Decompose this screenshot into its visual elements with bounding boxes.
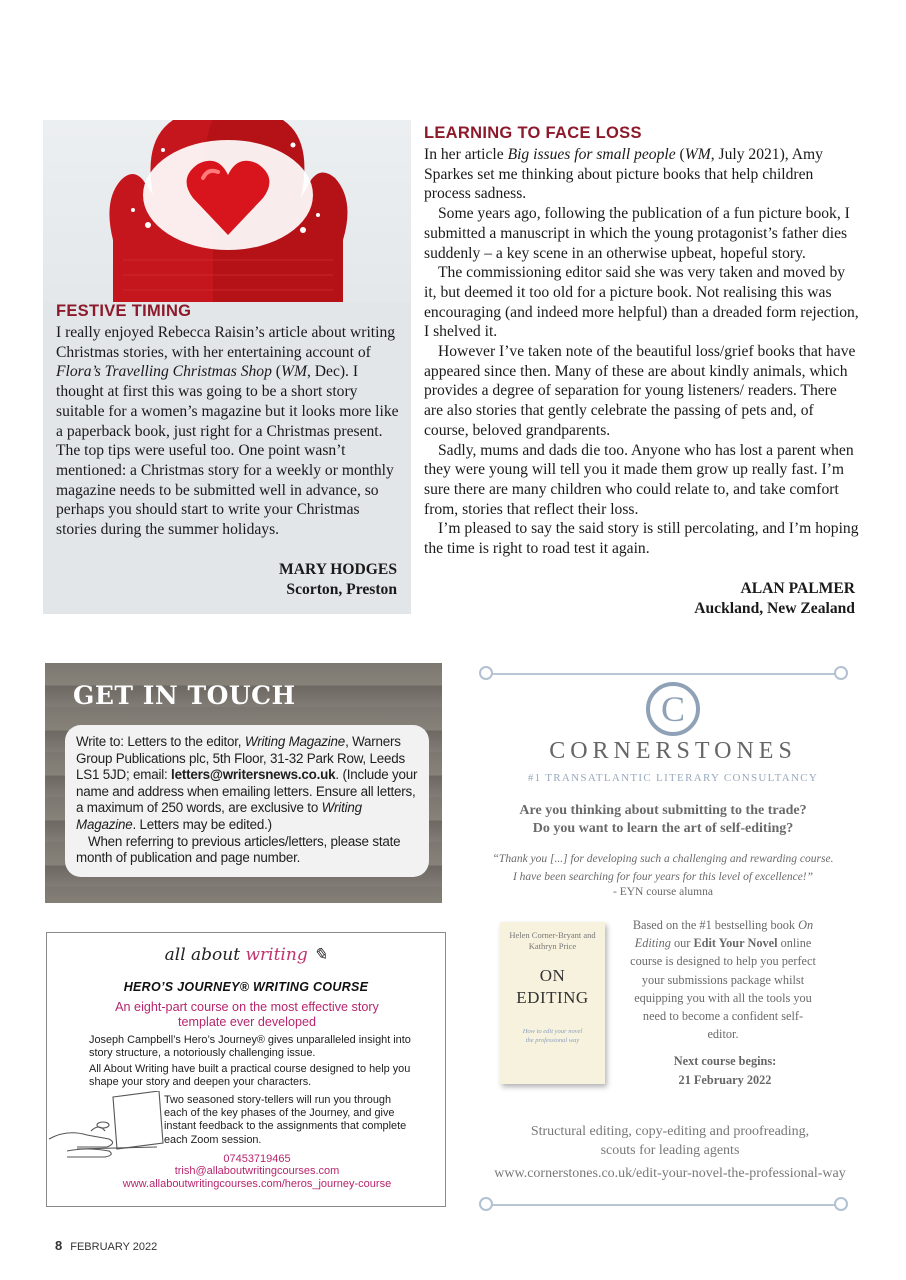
- loss-paragraph: Some years ago, following the publication of a fun picture book, I submitted a manuscript in which the young protagonist’s father dies suddenly – a key scene in an otherwise upbeat, hopeful story.: [424, 205, 850, 262]
- aaw-logo: all about writing ✎: [164, 945, 328, 965]
- touch-paragraph: Write to: Letters to the editor, Writing Magazine, Warners Group Publications plc, 5th Floor, 31-32 Park Row, Leeds LS1 5JD; email: letters@writersnews.co.uk. (Include your name and address when emailing letters. Ensure all letters, a maximum of 250 words, are exclusive to Writing Magazine. Letters may be edited.): [76, 734, 418, 832]
- divider: [486, 1204, 842, 1206]
- aaw-paragraph: All About Writing have built a practical course designed to help you shape your story and deepen your characters.: [89, 1063, 411, 1089]
- cornerstones-url[interactable]: www.cornerstones.co.uk/edit-your-novel-the-professional-way: [494, 1166, 846, 1181]
- page-folio: [55, 1238, 157, 1253]
- festive-signature: [56, 560, 397, 599]
- laptop-typing-icon: [47, 1091, 167, 1161]
- aaw-phone[interactable]: 07453719465: [223, 1153, 291, 1165]
- course-description: Based on the #1 bestselling book On Editing our Edit Your Novel online course is designed to help you perfect your submissions package whilst equipping you with all the tools you need to become a confident self-editor.: [630, 918, 816, 1042]
- aaw-subtitle: An eight-part course on the most effective story template ever developed: [115, 1000, 379, 1029]
- mittens-illustration: [43, 120, 411, 302]
- loss-letter-body: [424, 145, 859, 559]
- page-number: 8: [55, 1238, 63, 1253]
- loss-signature: [424, 579, 855, 618]
- cornerstones-logo: C: [646, 682, 700, 736]
- aaw-url[interactable]: www.allaboutwritingcourses.com/heros_journey-course: [122, 1177, 392, 1190]
- cornerstones-name: CORNERSTONES: [549, 738, 797, 764]
- next-course-date: Next course begins: 21 February 2022: [673, 1054, 777, 1087]
- loss-paragraph: In her article Big issues for small people (WM, July 2021), Amy Sparkes set me thinking about picture books that help children process sadness.: [424, 146, 823, 203]
- aaw-email[interactable]: trish@allaboutwritingcourses.com: [174, 1165, 340, 1178]
- ring-ornament: [834, 666, 848, 680]
- hero-journey-ad: [46, 932, 446, 1207]
- ring-ornament: [479, 1197, 493, 1211]
- get-in-touch-card: [65, 725, 429, 877]
- issue-date: FEBRUARY 2022: [70, 1241, 158, 1253]
- on-editing-book-cover: [500, 922, 605, 1084]
- aaw-course-title: HERO’S JOURNEY® WRITING COURSE: [123, 980, 369, 994]
- loss-location: Auckland, New Zealand: [694, 599, 855, 617]
- loss-heading: LEARNING TO FACE LOSS: [424, 124, 642, 142]
- letters-email-link[interactable]: letters@writersnews.co.uk: [171, 767, 336, 783]
- pencil-icon: ✎: [313, 945, 328, 965]
- book-title: ON EDITING: [516, 966, 589, 1007]
- mitten-heart-image: [43, 120, 411, 302]
- cornerstones-tagline: #1 TRANSATLANTIC LITERARY CONSULTANCY: [527, 772, 819, 784]
- aaw-paragraph: Two seasoned story-tellers will run you through each of the key phases of the Journey, and give instant feedback to the assignments that complete each Zoom session.: [164, 1094, 407, 1146]
- loss-paragraph: Sadly, mums and dads die too. Anyone who has lost a parent when they were young will tell you it made them grow up really fast. I’m sure there are many children who could relate to, and take comfort from, stories that reflect their loss.: [424, 441, 854, 518]
- cornerstones-ad: [470, 660, 870, 1220]
- aaw-contact-block: [107, 1153, 407, 1190]
- cornerstones-testimonial: “Thank you [...] for developing such a challenging and rewarding course. I have been searching for four years for this level of excellence!”: [492, 853, 834, 883]
- book-authors: Helen Corner-Bryant and Kathryn Price: [509, 930, 596, 951]
- loss-paragraph: However I’ve taken note of the beautiful loss/grief books that have appeared since then. Many of these are about kindly animals, which provides a degree of separation for young listeners/ readers. There are also stories that gently celebrate the passing of pets and, of course, beloved grandparents.: [424, 343, 856, 439]
- cornerstones-questions: Are you thinking about submitting to the trade? Do you want to learn the art of self-editing?: [519, 803, 807, 836]
- festive-letter-body: I really enjoyed Rebecca Raisin’s article about writing Christmas stories, with her entertaining account of Flora’s Travelling Christmas Shop (WM, Dec). I thought at first this was going to be a short story suitable for a women’s magazine but it looks more like a paperback book, just right for a Christmas present. The top tips were useful too. One point wasn’t mentioned: a Christmas story for a weekly or monthly magazine needs to be submitted well in advance, so perhaps you should start to write your Christmas stories during the summer holidays.: [56, 324, 399, 539]
- book-subtitle: How to edit your novel the professional way: [522, 1028, 583, 1044]
- ring-ornament: [479, 666, 493, 680]
- touch-paragraph: When referring to previous articles/letters, please state month of publication and page number.: [76, 833, 401, 866]
- get-in-touch-panel: [45, 663, 442, 903]
- cornerstones-services: Structural editing, copy-editing and proofreading, scouts for leading agents: [530, 1124, 810, 1158]
- festive-author: MARY HODGES: [279, 561, 397, 578]
- loss-paragraph: I’m pleased to say the said story is still percolating, and I’m hoping the time is right to road test it again.: [424, 520, 859, 558]
- divider: [486, 673, 842, 675]
- loss-paragraph: The commissioning editor said she was very taken and moved by it, but deemed it too old for a picture book. Not realising this was encouraging (and indeed more helpful) than a dreaded form rejection, I shelved it.: [424, 264, 859, 341]
- get-in-touch-title: GET IN TOUCH: [73, 681, 296, 710]
- festive-location: Scorton, Preston: [286, 580, 397, 598]
- festive-heading: FESTIVE TIMING: [56, 302, 192, 320]
- aaw-paragraph: Joseph Campbell’s Hero’s Journey® gives unparalleled insight into story structure, a notoriously challenging issue.: [89, 1034, 411, 1060]
- loss-author: ALAN PALMER: [740, 580, 855, 597]
- ring-ornament: [834, 1197, 848, 1211]
- testimonial-attribution: - EYN course alumna: [613, 886, 713, 898]
